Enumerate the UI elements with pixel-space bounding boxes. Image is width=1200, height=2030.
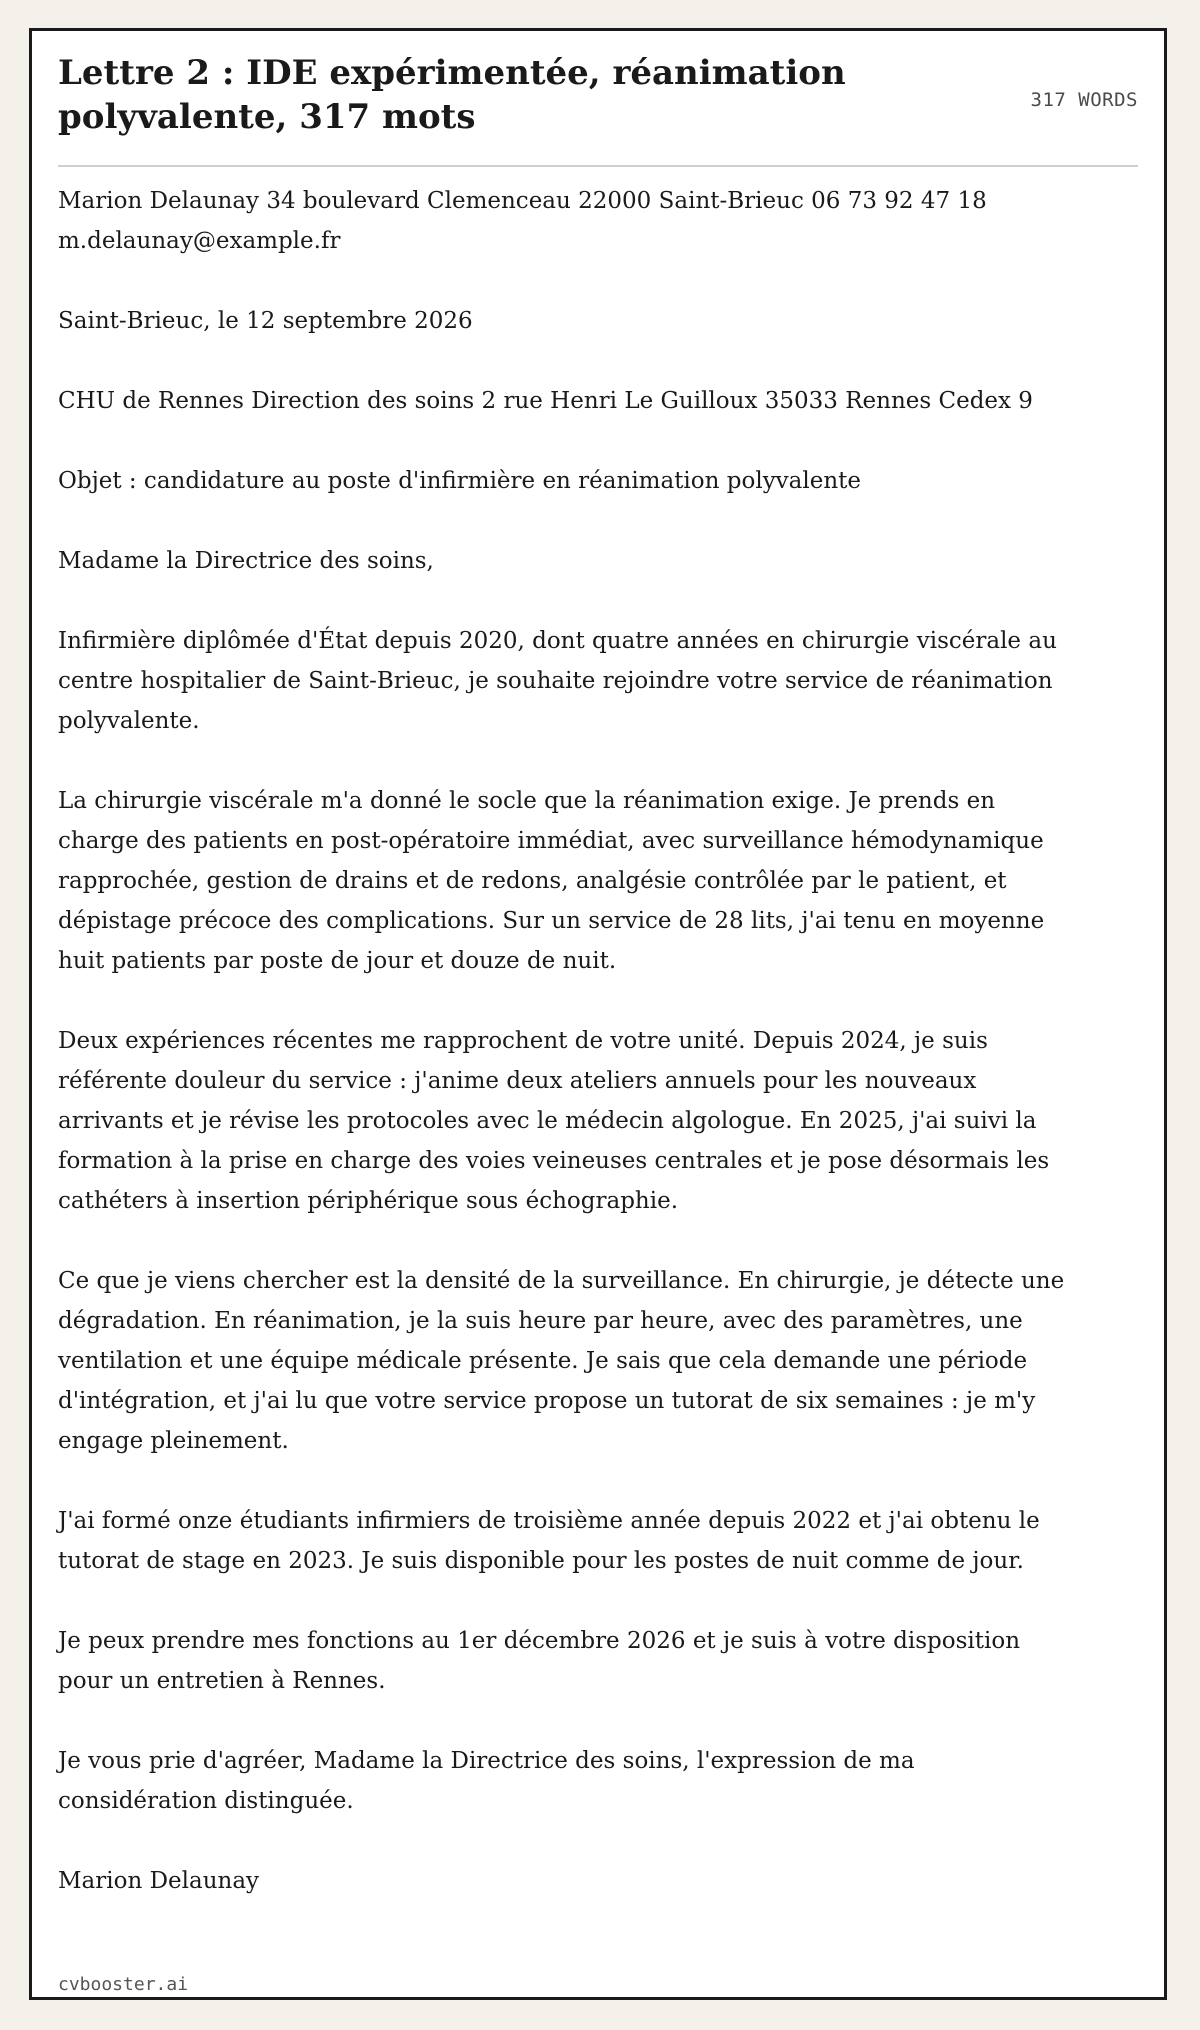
letter-date: Saint-Brieuc, le 12 septembre 2026 [58,308,473,334]
letter-title: Lettre 2 : IDE expérimentée, réanimation polyvalente, 317 mots [58,53,846,137]
body-paragraph: Deux expériences récentes me rapprochent de votre unité. Depuis 2024, je suis référente douleur du service : j'anime deux ateliers annuels pour les nouveaux arrivants et je révise les protocoles avec le médecin algologue. En 2025, j'ai suivi la formation à la prise en charge des voies veineuses centrales et je pose désormais les cathéters à insertion périphérique sous échographie. [58,1028,1050,1214]
recipient-address: CHU de Rennes Direction des soins 2 rue Henri Le Guilloux 35033 Rennes Cedex 9 [58,388,1033,414]
letter-subject: Objet : candidature au poste d'infirmière en réanimation polyvalente [58,468,862,494]
body-paragraph: Je peux prendre mes fonctions au 1er décembre 2026 et je suis à votre disposition pour un entretien à Rennes. [58,1628,1021,1694]
word-count-badge: 317 WORDS [1030,89,1138,111]
closing-formula: Je vous prie d'agréer, Madame la Directrice des soins, l'expression de ma considération distinguée. [58,1748,915,1814]
footer-brand: cvbooster.ai [58,1974,189,1995]
body-paragraph: J'ai formé onze étudiants infirmiers de troisième année depuis 2022 et j'ai obtenu le tutorat de stage en 2023. Je suis disponible pour les postes de nuit comme de jour. [58,1508,1040,1574]
letter-body [58,181,1078,1901]
body-paragraph: La chirurgie viscérale m'a donné le socle que la réanimation exige. Je prends en charge des patients en post-opératoire immédiat, avec surveillance hémodynamique rapprochée, gestion de drains et de redons, analgésie contrôlée par le patient, et dépistage précoce des complications. Sur un service de 28 lits, j'ai tenu en moyenne huit patients par poste de jour et douze de nuit. [58,788,1045,974]
letter-card [29,28,1167,2000]
body-paragraph: Infirmière diplômée d'État depuis 2020, dont quatre années en chirurgie viscérale au centre hospitalier de Saint-Brieuc, je souhaite rejoindre votre service de réanimation polyvalente. [58,628,1057,734]
sender-address: Marion Delaunay 34 boulevard Clemenceau 22000 Saint-Brieuc 06 73 92 47 18 m.delaunay@example.fr [58,188,987,254]
body-paragraph: Ce que je viens chercher est la densité de la surveillance. En chirurgie, je détecte une dégradation. En réanimation, je la suis heure par heure, avec des paramètres, une ventilation et une équipe médicale présente. Je sais que cela demande une période d'intégration, et j'ai lu que votre service propose un tutorat de six semaines : je m'y engage pleinement. [58,1268,1065,1454]
signature: Marion Delaunay [58,1868,260,1894]
salutation: Madame la Directrice des soins, [58,548,434,574]
letter-header [58,51,1138,167]
